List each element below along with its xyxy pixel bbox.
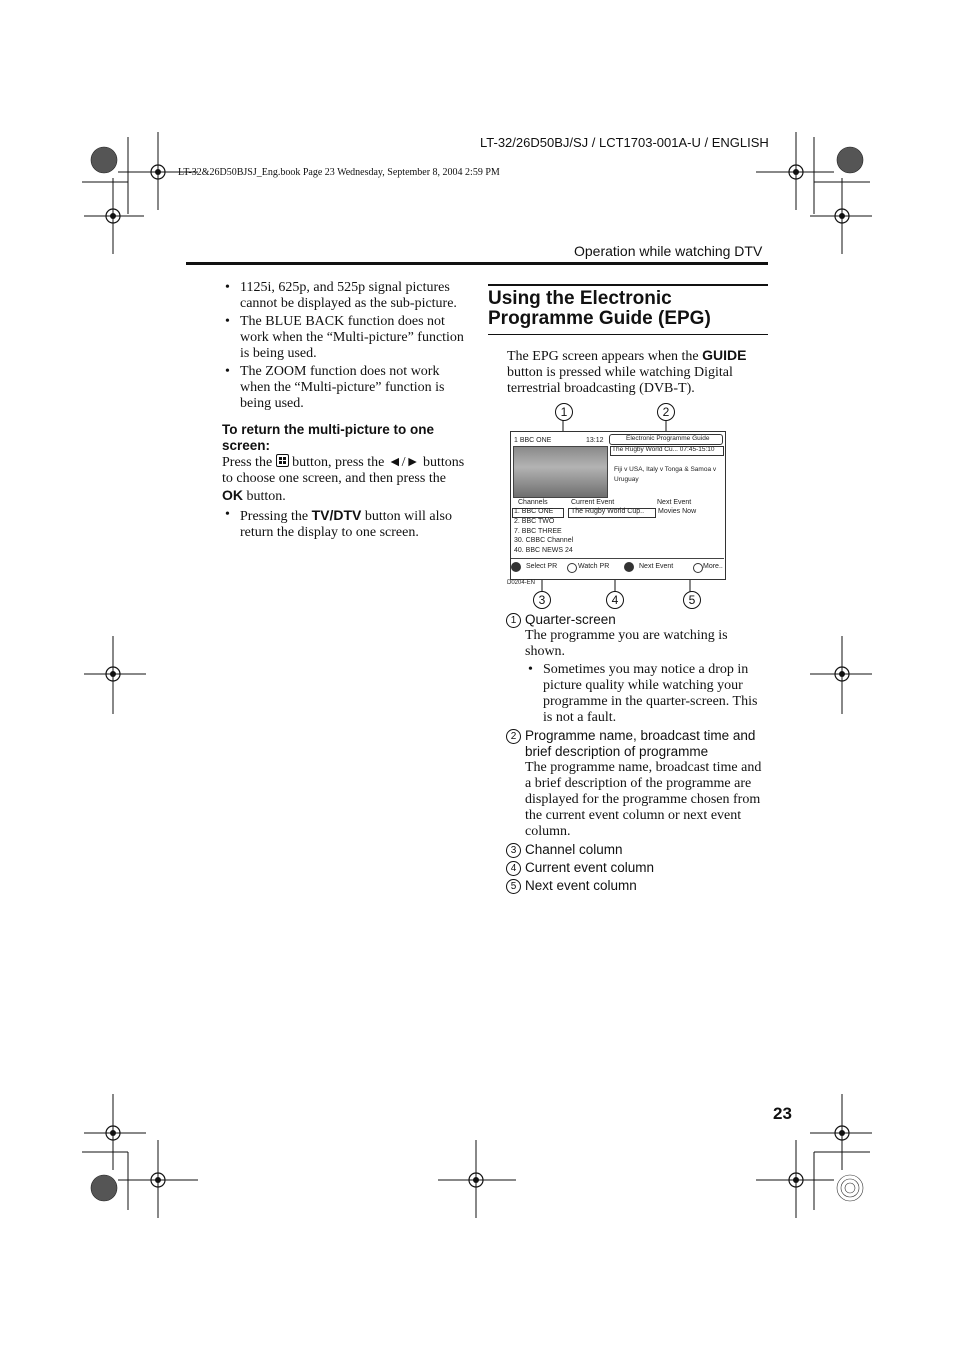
epg-time: 13:12 — [586, 437, 604, 444]
epg-programme-line: The Rugby World Cu... 07:45-15:10 — [612, 446, 715, 453]
epg-footer-select: Select PR — [526, 563, 558, 570]
legend-item-3: 3 Channel column — [506, 841, 770, 859]
epg-current-event: The Rugby World Cup.. — [571, 508, 645, 515]
legend-note: • Sometimes you may notice a drop in picture quality while watching your programme in the quarter-screen. This is not a fault. — [525, 662, 770, 726]
section-title: Operation while watching DTV — [574, 243, 763, 259]
note-item: • Pressing the TV/DTV button will also return the display to one screen. — [222, 507, 468, 541]
watch-pr-icon — [567, 563, 577, 573]
epg-footer-divider — [511, 558, 724, 559]
heading-rule-bottom — [488, 334, 768, 335]
return-instructions: Press the button, press the ◄/► buttons to choose one screen, and then press the OK button. — [222, 455, 465, 504]
left-right-arrows-icon: ◄/► — [387, 455, 420, 470]
epg-col-channels: Channels — [518, 499, 548, 506]
epg-channel-row: 2. BBC TWO — [514, 518, 555, 525]
header-rule — [186, 262, 768, 265]
heading-rule-top — [488, 284, 768, 286]
model-line: LT-32/26D50BJ/SJ / LCT1703-001A-U / ENGLISH — [480, 135, 769, 150]
note-item: • The BLUE BACK function does not work when the “Multi-picture” function is being used. — [222, 314, 468, 362]
legend-item-2: 2 Programme name, broadcast time and brief description of programme The programme name, broadcast time and a brief description of the programme are displayed for the programme chosen from the current event column or next event column. — [506, 728, 770, 840]
return-note-list — [222, 507, 468, 541]
left-column — [222, 280, 468, 543]
legend-desc: The programme name, broadcast time and a brief description of the programme are displayed for the programme chosen from the current event column or next event column. — [525, 760, 762, 839]
legend-title: Next event column — [525, 878, 637, 893]
legend-desc: The programme you are watching is shown. — [525, 628, 728, 659]
epg-footer-next: Next Event — [639, 563, 674, 570]
callout-3: 3 — [533, 591, 551, 609]
legend-title: Current event column — [525, 860, 655, 875]
epg-description-1: Fiji v USA, Italy v Tonga & Samoa v — [614, 466, 717, 473]
legend-note-list — [506, 662, 770, 726]
note-list — [222, 280, 468, 412]
legend-item-5: 5 Next event column — [506, 877, 770, 895]
multi-picture-button-icon — [276, 454, 289, 467]
legend-title: Programme name, broadcast time and brief description of programme — [525, 728, 756, 759]
tv-dtv-button-label: TV/DTV — [311, 507, 362, 523]
legend-title: Channel column — [525, 842, 623, 857]
epg-channel-now: 1 BBC ONE — [514, 437, 552, 444]
select-pr-icon — [511, 562, 521, 572]
epg-channel-row: 40. BBC NEWS 24 — [514, 547, 573, 554]
epg-footer-more: More.. — [703, 563, 723, 570]
multi-picture-subheading: To return the multi-picture to one screen: — [222, 422, 434, 453]
epg-channel-row: 7. BBC THREE — [514, 528, 562, 535]
legend-item-1: 1 Quarter-screen The programme you are watching is shown. • Sometimes you may notice a drop in picture quality while watching your programme in the quarter-screen. This is not a fault. — [506, 612, 770, 726]
callout-5: 5 — [683, 591, 701, 609]
legend-title: Quarter-screen — [525, 612, 616, 627]
epg-guide-title: Electronic Programme Guide — [626, 435, 710, 442]
note-item: • 1125i, 625p, and 525p signal pictures cannot be displayed as the sub-picture. — [222, 280, 468, 312]
info-icon — [693, 563, 703, 573]
note-item: • The ZOOM function does not work when the “Multi-picture” function is being used. — [222, 364, 468, 412]
epg-channel-row: 30. CBBC Channel — [514, 537, 574, 544]
book-line: LT-32&26D50BJSJ_Eng.book Page 23 Wednesday, September 8, 2004 2:59 PM — [178, 167, 500, 178]
callout-1: 1 — [555, 403, 573, 421]
figure-code: D0204-EN — [507, 580, 536, 586]
epg-channel-row: 1. BBC ONE — [514, 508, 554, 515]
epg-footer-watch: Watch PR — [578, 563, 610, 570]
epg-next-event: Movies Now — [658, 508, 697, 515]
callout-2: 2 — [657, 403, 675, 421]
legend-item-4: 4 Current event column — [506, 859, 770, 877]
epg-legend — [506, 612, 770, 895]
next-event-icon — [624, 562, 634, 572]
ok-button-label: OK — [222, 487, 243, 503]
epg-col-next: Next Event — [657, 499, 692, 506]
epg-col-current: Current Event — [571, 499, 615, 506]
quarter-screen-image — [513, 446, 608, 498]
page-number: 23 — [773, 1104, 792, 1123]
guide-button-label: GUIDE — [702, 347, 747, 363]
epg-description-2: Uruguay — [614, 476, 639, 483]
epg-intro: The EPG screen appears when the GUIDE button is pressed while watching Digital terrestrial broadcasting (DVB-T). — [507, 347, 747, 396]
page-title: Using the Electronic Programme Guide (EPG) — [488, 288, 711, 329]
callout-4: 4 — [606, 591, 624, 609]
